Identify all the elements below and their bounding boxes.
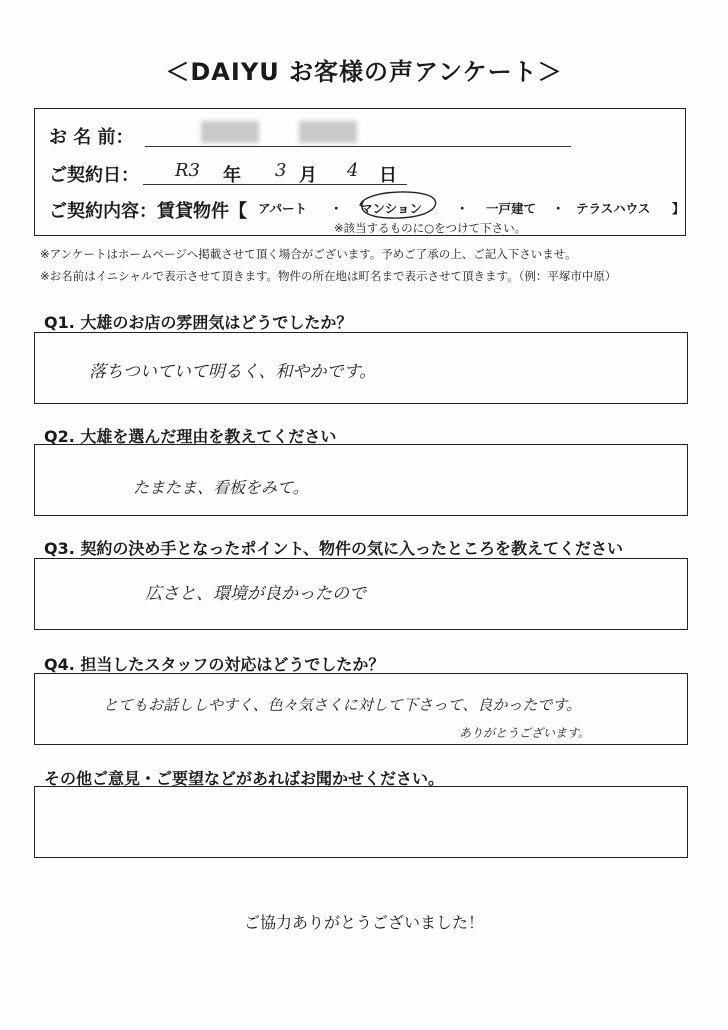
other-comments-box bbox=[34, 786, 688, 858]
type-separator-2: ・ bbox=[456, 201, 469, 216]
date-year-unit: 年 bbox=[223, 165, 241, 186]
name-underline bbox=[145, 146, 571, 147]
type-separator-3: ・ bbox=[552, 201, 565, 216]
question-3-answer-box bbox=[34, 558, 688, 630]
selected-type-circle bbox=[350, 186, 442, 222]
publication-note: ※アンケートはホームページへ掲載させて頂く場合がございます。予めご了承の上、ご記入下さいませ。 bbox=[40, 247, 577, 261]
name-redacted bbox=[201, 121, 259, 143]
type-separator-1: ・ bbox=[330, 201, 343, 216]
survey-title: ＜DAIYU お客様の声アンケート＞ bbox=[165, 58, 563, 86]
question-1-answer-box bbox=[34, 332, 688, 404]
name-label: お 名 前： bbox=[49, 127, 134, 148]
contract-type-label: ご契約内容：賃貸物件【 bbox=[49, 201, 247, 222]
question-2-answer: たまたま、看板をみて。 bbox=[133, 478, 309, 497]
type-apartment: アパート bbox=[258, 201, 308, 216]
question-2-label: Q2. 大雄を選んだ理由を教えてください bbox=[44, 427, 337, 446]
thank-you-footer: ご協力ありがとうございました！ bbox=[243, 913, 484, 932]
date-era: R3 bbox=[175, 160, 201, 181]
question-4-label: Q4. 担当したスタッフの対応はどうでしたか？ bbox=[44, 655, 385, 674]
type-terrace-house: テラスハウス bbox=[576, 201, 651, 216]
question-2-answer-box bbox=[34, 444, 688, 516]
type-mansion: マンション bbox=[360, 201, 422, 216]
date-underline bbox=[143, 184, 407, 185]
date-month: 3 bbox=[275, 160, 287, 181]
name-redacted-2 bbox=[299, 121, 357, 143]
date-day: 4 bbox=[347, 160, 359, 181]
question-1-label: Q1. 大雄のお店の雰囲気はどうでしたか？ bbox=[44, 313, 353, 332]
question-4-answer-box bbox=[34, 673, 688, 745]
question-4-answer-thanks: ありがとうございます。 bbox=[459, 726, 591, 740]
question-4-answer: とてもお話ししやすく、色々気さくに対して下さって、良かったです。 bbox=[103, 696, 582, 714]
type-detached-house: 一戸建て bbox=[486, 201, 537, 216]
question-3-answer: 広さと、環境が良かったので bbox=[145, 584, 366, 604]
type-bracket-close: 】 bbox=[672, 201, 685, 216]
initials-note: ※お名前はイニシャルで表示させて頂きます。物件の所在地は町名まで表示させて頂きます。（例：平塚市中原） bbox=[40, 269, 617, 283]
question-1-answer: 落ちついていて明るく、和やかです。 bbox=[89, 362, 377, 382]
date-day-unit: 日 bbox=[379, 165, 397, 186]
other-comments-label: その他ご意見・ご要望などがあればお聞かせください。 bbox=[44, 769, 445, 788]
type-hint: ※該当するものに○をつけて下さい。 bbox=[334, 221, 527, 235]
contract-date-label: ご契約日： bbox=[49, 165, 139, 186]
question-3-label: Q3. 契約の決め手となったポイント、物件の気に入ったところを教えてください bbox=[44, 539, 623, 558]
date-month-unit: 月 bbox=[299, 165, 317, 186]
